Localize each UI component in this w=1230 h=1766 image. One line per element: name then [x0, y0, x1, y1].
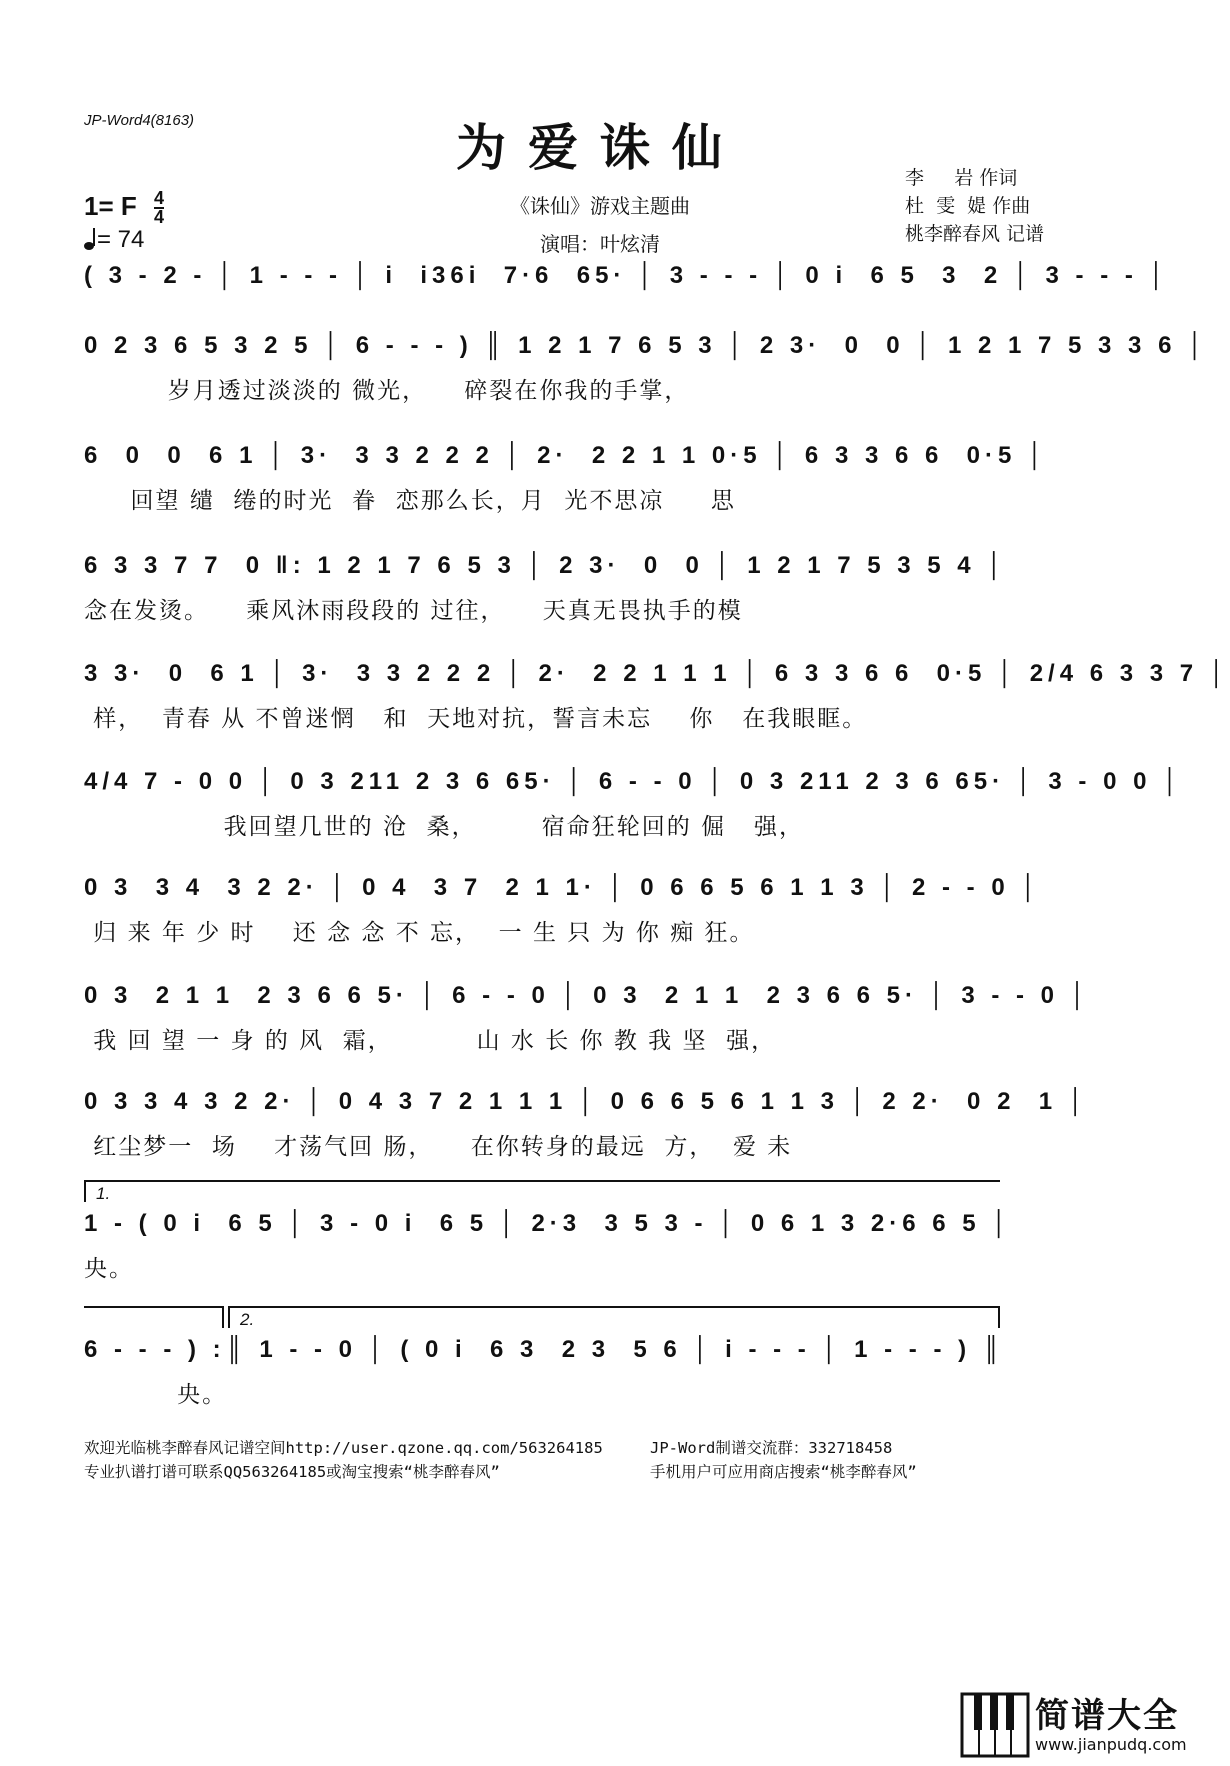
lyric-line-3: 回望 缱 绻的时光 眷 恋那么长，月 光不思凉 思 — [84, 488, 736, 514]
lyric-line-7: 归 来 年 少 时 还 念 念 不 忘， 一 生 只 为 你 痴 狂。 — [84, 920, 755, 946]
time-sig-bottom: 4 — [153, 207, 164, 227]
logo-text: 简谱大全 — [1035, 1696, 1179, 1736]
score-line-11: 6 - - - ) :║ 1 - - 0 │ ( 0 i 6 3 2 3 5 6 │ i - - - │ 1 - - - ) ║ — [84, 1336, 1005, 1363]
volta-1-end-tick — [222, 1306, 224, 1328]
volta-2-end-tick — [998, 1306, 1000, 1328]
lyric-line-4: 念在发烫。 乘风沐雨段段的 过往， 天真无畏执手的模 — [84, 598, 743, 624]
piano-keys-icon — [960, 1690, 1030, 1760]
time-signature — [154, 190, 164, 226]
score-line-1: ( 3 - 2 - │ 1 - - - │ i i36i 7·6 65· │ 3 - - - │ 0 i 6 5 3 2 │ 3 - - - │ — [84, 262, 1170, 289]
app-label: JP-Word4(8163) — [84, 112, 195, 129]
singer-credit: 演唱：叶炫清 — [540, 232, 660, 256]
score-line-3: 6 0 0 6 1 │ 3· 3 3 2 2 2 │ 2· 2 2 1 1 0·5 │ 6 3 3 6 6 0·5 │ — [84, 442, 1049, 469]
volta-1-end-bracket — [84, 1306, 224, 1308]
score-line-5: 3 3· 0 6 1 │ 3· 3 3 2 2 2 │ 2· 2 2 1 1 1 │ 6 3 3 6 6 0·5 │ 2/4 6 3 3 7 │ — [84, 660, 1230, 687]
tempo-value: = 74 — [97, 226, 145, 253]
score-line-4: 6 3 3 7 7 0 ‖: 1 2 1 7 6 5 3 │ 2 3· 0 0 │ 1 2 1 7 5 3 5 4 │ — [84, 552, 1008, 579]
footer-line-1-right: JP-Word制谱交流群：332718458 — [650, 1439, 893, 1457]
volta-1-tick — [84, 1180, 86, 1202]
score-line-9: 0 3 3 4 3 2 2· │ 0 4 3 7 2 1 1 1 │ 0 6 6 5 6 1 1 3 │ 2 2· 0 2 1 │ — [84, 1088, 1089, 1115]
lyric-line-8: 我 回 望 一 身 的 风 霜， 山 水 长 你 教 我 坚 强， — [84, 1028, 777, 1054]
lyric-line-6: 我回望几世的 沧 桑， 宿命狂轮回的 倔 强， — [84, 814, 805, 840]
transcriber-credit: 桃李醉春风 记谱 — [905, 223, 1045, 245]
lyric-line-9: 红尘梦一 场 才荡气回 肠， 在你转身的最远 方， 爱 未 — [84, 1134, 793, 1160]
lyric-line-11: 央。 — [84, 1382, 228, 1408]
lyric-line-5: 样， 青春 从 不曾迷惘 和 天地对抗，誓言未忘 你 在我眼眶。 — [84, 706, 868, 732]
composer-credit: 杜 雯 媞 作曲 — [905, 195, 1031, 217]
time-sig-top: 4 — [153, 188, 164, 208]
lyricist-credit: 李 岩 作词 — [905, 167, 1018, 189]
footer-line-1-left: 欢迎光临桃李醉春风记谱空间http://user.qzone.qq.com/563264185 — [84, 1439, 603, 1457]
song-title: 为爱诛仙 — [456, 118, 744, 177]
lyric-line-10: 央。 — [84, 1256, 134, 1282]
volta-1-bracket — [84, 1180, 1000, 1182]
score-line-10: 1 - ( 0 i 6 5 │ 3 - 0 i 6 5 │ 2·3 3 5 3 - │ 0 6 1 3 2·6 6 5 │ — [84, 1210, 1013, 1237]
volta-2-tick — [228, 1306, 230, 1328]
tempo-marking — [84, 226, 144, 254]
score-line-6: 4/4 7 - 0 0 │ 0 3 211 2 3 6 65· │ 6 - - 0 │ 0 3 211 2 3 6 65· │ 3 - 0 0 │ — [84, 768, 1184, 795]
score-line-7: 0 3 3 4 3 2 2· │ 0 4 3 7 2 1 1· │ 0 6 6 5 6 1 1 3 │ 2 - - 0 │ — [84, 874, 1042, 901]
song-subtitle: 《诛仙》游戏主题曲 — [510, 194, 690, 218]
quarter-note-icon — [84, 227, 97, 251]
volta-2-label: 2. — [240, 1310, 255, 1329]
credits-block — [905, 164, 1044, 248]
footer-line-2-left: 专业扒谱打谱可联系QQ563264185或淘宝搜索“桃李醉春风” — [84, 1463, 500, 1481]
volta-1-label: 1. — [96, 1184, 111, 1203]
lyric-line-2: 岁月透过淡淡的 微光， 碎裂在你我的手掌， — [84, 378, 690, 404]
key-label: 1= F — [84, 190, 137, 221]
logo-url: www.jianpudq.com — [1035, 1735, 1187, 1754]
key-signature — [84, 190, 164, 226]
score-line-2: 0 2 3 6 5 3 2 5 │ 6 - - - ) ║ 1 2 1 7 6 5 3 │ 2 3· 0 0 │ 1 2 1 7 5 3 3 6 │ — [84, 332, 1209, 359]
footer-line-2-right: 手机用户可应用商店搜索“桃李醉春风” — [650, 1463, 917, 1481]
volta-2-bracket — [228, 1306, 1000, 1308]
score-line-8: 0 3 2 1 1 2 3 6 6 5· │ 6 - - 0 │ 0 3 2 1 1 2 3 6 6 5· │ 3 - - 0 │ — [84, 982, 1091, 1009]
